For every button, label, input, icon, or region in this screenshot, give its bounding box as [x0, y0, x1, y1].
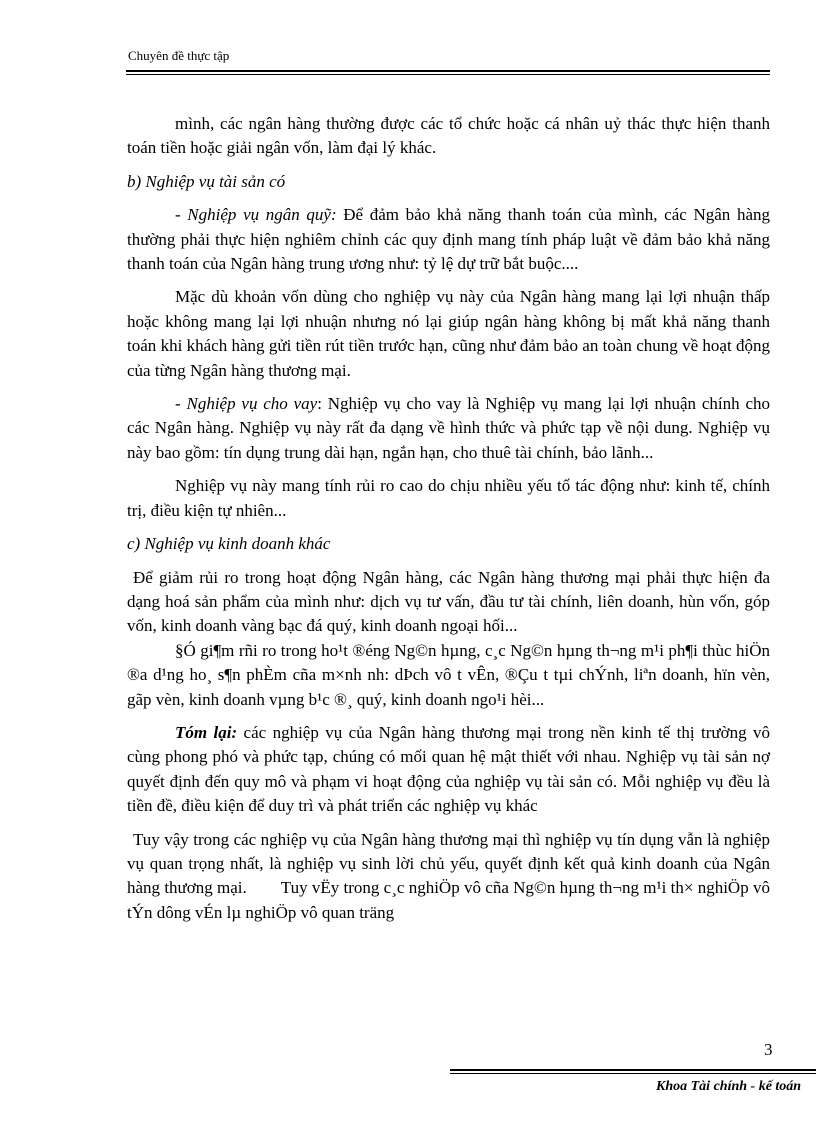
paragraph-rui-ro: Nghiệp vụ này mang tính rủi ro cao do chịu nhiều yếu tố tác động như: kinh tế, chính trị, điều kiện tự nhiên...: [127, 476, 770, 520]
running-footer: Khoa Tài chính - kế toán: [656, 1079, 802, 1094]
paragraph-ngan-quy-text: Để đảm bảo khả năng thanh toán của mình, các Ngân hàng thường phải thực hiện nghiêm chỉnh các quy định mang tính pháp luật về đảm bảo khả năng thanh toán của Ngân hàng trung ương như: tỷ lệ dự trữ bắt buộc....: [127, 205, 770, 274]
term-tom-lai: Tóm lại:: [175, 722, 238, 742]
paragraph-von-ngan-quy: Mặc dù khoản vốn dùng cho nghiệp vụ này của Ngân hàng mang lại lợi nhuận thấp hoặc không mang lại lợi nhuận nhưng nó lại giúp ngân hàng không bị mất khả năng thanh toán khi khách hàng gửi tiền rút tiền trước hạn, cũng như đảm bảo an toàn chung về hoạt động của từng Ngân hàng thương mại.: [127, 287, 770, 380]
running-header: Chuyên đề thực tập: [128, 48, 230, 63]
paragraph-tin-dung: [127, 828, 770, 926]
header-rule-thin: [126, 74, 770, 75]
header-rule-thick: [126, 70, 770, 72]
paragraph-cho-vay-text: : Nghiệp vụ cho vay là Nghiệp vụ mang lại lợi nhuận chính cho các Ngân hàng. Nghiệp vụ này rất đa dạng về hình thức và phức tạp về nội dung. Nghiệp vụ này bao gồm: tín dụng trung dài hạn, ngắn hạn, cho thuê tài chính, bảo lãnh...: [127, 394, 770, 462]
page-body: [127, 112, 770, 934]
paragraph-continuation: mình, các ngân hàng thường được các tổ chức hoặc cá nhân uỷ thác thực hiện thanh toán tiền hoặc giải ngân vốn, làm đại lý khác.: [127, 114, 770, 158]
footer-rule-thin: [450, 1073, 816, 1074]
paragraph-kinh-doanh-khac: Để giảm rủi ro trong hoạt động Ngân hàng, các Ngân hàng thương mại phải thực hiện đa dạng hoá sản phẩm của mình như: dịch vụ tư vấn, đầu tư tài chính, liên doanh, hùn vốn, góp vốn, kinh doanh vàng bạc đá quý, kinh doanh ngoại hối...: [127, 567, 770, 636]
section-heading-b: b) Nghiệp vụ tài sản có: [127, 171, 286, 191]
paragraph-ngan-quy: [127, 203, 770, 276]
paragraph-tom-lai: [127, 721, 770, 819]
section-heading-c: c) Nghiệp vụ kinh doanh khác: [127, 534, 331, 554]
footer-rule-thick: [450, 1069, 816, 1071]
paragraph-tin-dung-text: Tuy vậy trong các nghiệp vụ của Ngân hàng thương mại thì nghiệp vụ tín dụng vẫn là nghiệp vụ quan trọng nhất, là nghiệp vụ sinh lời chủ yếu, quyết định kết quả kinh doanh của Ngân hàng thương mại.: [127, 829, 770, 898]
page-number: 3: [764, 1040, 773, 1059]
paragraph-legacy-encoding: §Ó gi¶m rñi ro trong ho¹t ®éng Ng©n hµng, c¸c Ng©n hµng th¬ng m¹i ph¶i thùc hiÖn ®a d¹ng ho¸ s¶n phÈm cña m×nh nh: dÞch vô t vÊn, ®Çu t tµi chÝnh, liªn doanh, hïn vèn, gãp vèn, kinh doanh vµng b¹c ®¸ quý, kinh doanh ngo¹i hèi...: [127, 640, 770, 709]
term-cho-vay: - Nghiệp vụ cho vay: [175, 394, 318, 414]
paragraph-cho-vay: [127, 392, 770, 465]
term-ngan-quy: - Nghiệp vụ ngân quỹ:: [175, 205, 337, 225]
paragraph-tom-lai-text: các nghiệp vụ của Ngân hàng thương mại trong nền kinh tế thị trường vô cùng phong phó và phức tạp, chúng có mối quan hệ mật thiết với nhau. Nghiệp vụ tài sản nợ quyết định đến quy mô và phạm vi hoạt động của nghiệp vụ tài sản có. Mỗi nghiệp vụ đều là tiền đề, điều kiện để duy trì và phát triển các nghiệp vụ khác: [127, 722, 770, 816]
paragraph-tin-dung-legacy: Tuy vËy trong c¸c nghiÖp vô cña Ng©n hµng th¬ng m¹i th× nghiÖp vô tÝn dông vÉn lµ nghiÖp vô quan träng: [127, 878, 770, 922]
